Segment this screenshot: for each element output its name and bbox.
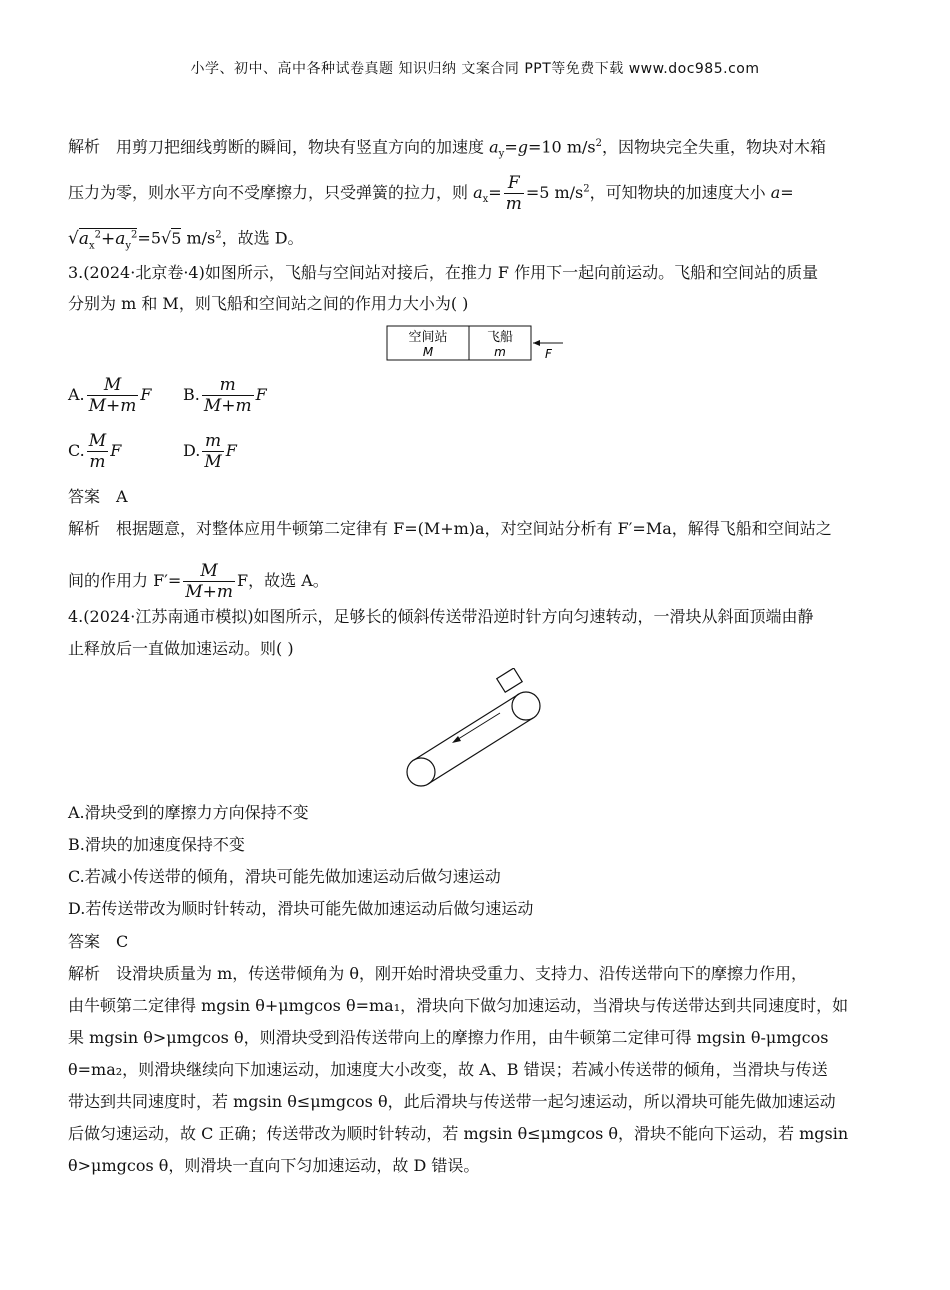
q2-solution-line-1: 解析 用剪刀把细线剪断的瞬间，物块有竖直方向的加速度 $a_y=g=10$ $m/s^2$，因物块完全失重，物块对木箱 bbox=[68, 137, 826, 160]
sqrt-expression: $√a_x^2+a_y^2$ bbox=[68, 228, 138, 252]
q4-solution-line-2: 由牛顿第二定律得 mgsin θ+μmgcos θ=ma₁，滑块向下做匀加速运动，当滑块与传送带达到共同速度时，如 bbox=[68, 996, 849, 1015]
page-header: 小学、初中、高中各种试卷真题 知识归纳 文案合同 PPT等免费下载 www.doc985.com bbox=[190, 61, 760, 77]
q2-text-1a: 用剪刀把细线剪断的瞬间，物块有竖直方向的加速度 bbox=[116, 137, 490, 157]
q3-solution-line-1: 解析 根据题意，对整体应用牛顿第二定律有 F=(M+m)a，对空间站分析有 F′=Ma，解得飞船和空间站之 bbox=[68, 519, 832, 538]
q3-option-d: D. $\frac{m}{M}$ F bbox=[183, 431, 237, 472]
q2-text-2b: =5 m/s bbox=[525, 183, 584, 202]
q2-solution-line-3: $√a_x^2+a_y^2=5√5$ $m/s^2$，故选 D。 bbox=[68, 228, 304, 252]
q3-answer: 答案 A bbox=[68, 487, 128, 506]
q4-stem-line-1: 4.(2024·江苏南通市模拟)如图所示，足够长的倾斜传送带沿逆时针方向匀速转动，一滑块从斜面顶端由静 bbox=[68, 607, 814, 626]
force-label: F bbox=[545, 347, 552, 361]
station-mass-label: M bbox=[422, 345, 434, 359]
q2-text-1c: ，因物块完全失重，物块对木箱 bbox=[601, 137, 826, 157]
q3-figure-spacecraft bbox=[385, 324, 575, 364]
q3-stem-line-1: 3.(2024·北京卷·4)如图所示，飞船与空间站对接后，在推力 F 作用下一起向前运动。飞船和空间站的质量 bbox=[68, 263, 819, 282]
q4-solution-line-5: 带达到共同速度时，若 mgsin θ≤μmgcos θ，此后滑块与传送带一起匀速运动，所以滑块可能先做加速运动 bbox=[68, 1092, 836, 1111]
station-label: 空间站 bbox=[408, 330, 448, 345]
q4-solution-line-4: θ=ma₂，则滑块继续向下加速运动，加速度大小改变，故 A、B 错误；若减小传送带的倾角，当滑块与传送 bbox=[68, 1060, 828, 1079]
q3-solution-line-2: 间的作用力 F′= $\frac{M}{M+m}$ F，故选 A。 bbox=[68, 561, 329, 602]
belt-bottom bbox=[428, 718, 533, 784]
q4-option-a: A.滑块受到的摩擦力方向保持不变 bbox=[68, 803, 309, 822]
q2-text-3a: =5 bbox=[137, 228, 162, 248]
q3-option-b: B. $\frac{m}{M+m}$ F bbox=[183, 375, 267, 416]
q4-solution-line-1: 解析 设滑块质量为 m，传送带倾角为 θ，刚开始时滑块受重力、支持力、沿传送带向下的摩擦力作用， bbox=[68, 964, 807, 983]
fraction-F-over-m: $\frac{F}{m}$ bbox=[505, 173, 522, 214]
q4-solution-line-6: 后做匀速运动，故 C 正确；传送带改为顺时针转动，若 mgsin θ≤μmgcos θ，滑块不能向下运动，若 mgsin bbox=[68, 1124, 849, 1143]
ship-mass-label: m bbox=[494, 345, 506, 359]
motion-arrow-line bbox=[455, 713, 500, 741]
q4-solution-line-3: 果 mgsin θ>μmgcos θ，则滑块受到沿传送带向上的摩擦力作用，由牛顿第二定律可得 mgsin θ-μmgcos bbox=[68, 1028, 829, 1047]
q2-text-1b: =10 m/s bbox=[527, 137, 596, 157]
solution-label: 解析 bbox=[68, 137, 101, 157]
q2-text-2a: 压力为零，则水平方向不受摩擦力，只受弹簧的拉力，则 bbox=[68, 183, 474, 202]
slider-block bbox=[497, 668, 522, 692]
q3-option-a: A. $\frac{M}{M+m}$ F bbox=[68, 375, 152, 416]
motion-arrow-head bbox=[452, 736, 461, 743]
q2-solution-line-2: 压力为零，则水平方向不受摩擦力，只受弹簧的拉力，则 $a_x=$ $\frac{F}{m}$ =5 $m/s^2$，可知物块的加速度大小 a= bbox=[68, 173, 794, 214]
q3-option-c: C. $\frac{M}{m}$ F bbox=[68, 431, 122, 472]
ship-label: 飞船 bbox=[486, 330, 514, 345]
belt-top bbox=[414, 694, 519, 760]
q2-text-2c: ，可知物块的加速度大小 bbox=[589, 183, 771, 202]
q4-solution-line-7: θ>μmgcos θ，则滑块一直向下匀加速运动，故 D 错误。 bbox=[68, 1156, 480, 1175]
q3-stem-line-2: 分别为 m 和 M，则飞船和空间站之间的作用力大小为( ) bbox=[68, 294, 469, 313]
q4-option-b: B.滑块的加速度保持不变 bbox=[68, 835, 245, 854]
q4-option-d: D.若传送带改为顺时针转动，滑块可能先做加速运动后做匀速运动 bbox=[68, 899, 534, 918]
q4-figure-conveyor bbox=[400, 668, 550, 790]
q4-option-c: C.若减小传送带的倾角，滑块可能先做加速运动后做匀速运动 bbox=[68, 867, 501, 886]
q4-stem-line-2: 止释放后一直做加速运动。则( ) bbox=[68, 639, 294, 658]
q2-text-3c: ，故选 D。 bbox=[221, 228, 304, 248]
q2-text-3b: m/s bbox=[181, 228, 216, 248]
q4-answer: 答案 C bbox=[68, 932, 129, 951]
force-arrow-head bbox=[533, 340, 540, 346]
